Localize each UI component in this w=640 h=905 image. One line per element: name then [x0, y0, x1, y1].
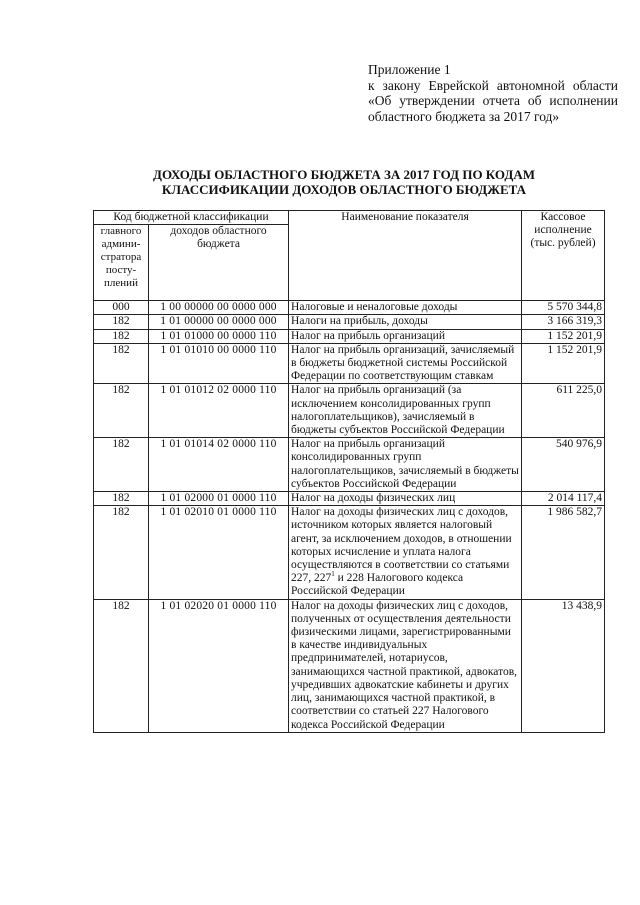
revenue-code: 1 01 02000 01 0000 110	[149, 492, 289, 506]
indicator-name: Налог на доходы физических лиц	[289, 492, 522, 506]
amount: 13 438,9	[522, 599, 605, 732]
header-classification-code: Код бюджетной классификации	[94, 211, 289, 225]
revenue-code: 1 01 01014 02 0000 110	[149, 438, 289, 492]
revenue-code: 1 01 00000 00 0000 000	[149, 315, 289, 329]
table-row	[94, 329, 605, 343]
indicator-name: Налог на прибыль организаций	[289, 329, 522, 343]
header-cash-execution: Кассовое исполнение (тыс. рублей)	[522, 211, 605, 301]
title-line-1: ДОХОДЫ ОБЛАСТНОГО БЮДЖЕТА ЗА 2017 ГОД ПО КОДАМ	[153, 167, 535, 182]
indicator-name: Налог на доходы физических лиц с доходов, полученных от осуществления деятельности физическими лицами, зарегистрированными в качестве индивидуальных предпринимателей, нотариусов, занимающихся частной практикой, адвокатов, учредивших адвокатские кабинеты и других лиц, занимающихся частной практикой, в соответствии со статьей 227 Налогового кодекса Российской Федерации	[289, 599, 522, 732]
superscript-marker: 1	[331, 570, 335, 579]
admin-code: 182	[94, 343, 149, 384]
table-row	[94, 438, 605, 492]
admin-code: 182	[94, 384, 149, 438]
appendix-body: к закону Еврейской автономной области «Об утверждении отчета об исполнении областного бюджета за 2017 год»	[368, 77, 618, 124]
table-row	[94, 492, 605, 506]
admin-code: 182	[94, 506, 149, 599]
table-row	[94, 506, 605, 599]
header-indicator-name: Наименование показателя	[289, 211, 522, 301]
amount: 2 014 117,4	[522, 492, 605, 506]
admin-code: 182	[94, 492, 149, 506]
indicator-name: Налог на прибыль организаций консолидированных групп налогоплательщиков, зачисляемый в бюджеты субъектов Российской Федерации	[289, 438, 522, 492]
indicator-name-text-end: и 228 Налогового кодекса Российской Федерации	[291, 572, 464, 598]
indicator-name-text: Налог на доходы физических лиц с доходов, источником которых является налоговый агент, за исключением доходов, в отношении которых исчисление и уплата налога осуществляются в соответствии со статьями 227, 227	[291, 506, 512, 585]
admin-code: 000	[94, 301, 149, 315]
amount: 1 152 201,9	[522, 343, 605, 384]
revenue-code: 1 00 00000 00 0000 000	[149, 301, 289, 315]
amount: 1 152 201,9	[522, 329, 605, 343]
amount: 3 166 319,3	[522, 315, 605, 329]
indicator-name	[289, 506, 522, 599]
revenue-code: 1 01 01010 00 0000 110	[149, 343, 289, 384]
indicator-name: Налоговые и неналоговые доходы	[289, 301, 522, 315]
table-row	[94, 315, 605, 329]
indicator-name: Налог на прибыль организаций, зачисляемый в бюджеты бюджетной системы Российской Федерации по соответствующим ставкам	[289, 343, 522, 384]
table-row	[94, 384, 605, 438]
title-line-2: КЛАССИФИКАЦИИ ДОХОДОВ ОБЛАСТНОГО БЮДЖЕТА	[161, 182, 527, 197]
admin-code: 182	[94, 329, 149, 343]
revenue-code: 1 01 02010 01 0000 110	[149, 506, 289, 599]
appendix-block	[368, 62, 618, 124]
page-title	[94, 167, 594, 197]
amount: 540 976,9	[522, 438, 605, 492]
indicator-name: Налог на прибыль организаций (за исключением консолидированных групп налогоплательщиков), зачисляемый в бюджеты субъектов Российской Федерации	[289, 384, 522, 438]
amount: 611 225,0	[522, 384, 605, 438]
table-row	[94, 301, 605, 315]
appendix-heading: Приложение 1	[368, 62, 451, 77]
revenue-code: 1 01 02020 01 0000 110	[149, 599, 289, 732]
revenue-code: 1 01 01000 00 0000 110	[149, 329, 289, 343]
header-revenue-code: доходов областного бюджета	[149, 225, 289, 301]
header-main-administrator: главного админи-стратора посту-плений	[94, 225, 149, 301]
amount: 1 986 582,7	[522, 506, 605, 599]
amount: 5 570 344,8	[522, 301, 605, 315]
revenue-code: 1 01 01012 02 0000 110	[149, 384, 289, 438]
admin-code: 182	[94, 599, 149, 732]
admin-code: 182	[94, 315, 149, 329]
indicator-name: Налоги на прибыль, доходы	[289, 315, 522, 329]
table-row	[94, 599, 605, 732]
admin-code: 182	[94, 438, 149, 492]
table-row	[94, 343, 605, 384]
revenue-table	[93, 210, 605, 733]
